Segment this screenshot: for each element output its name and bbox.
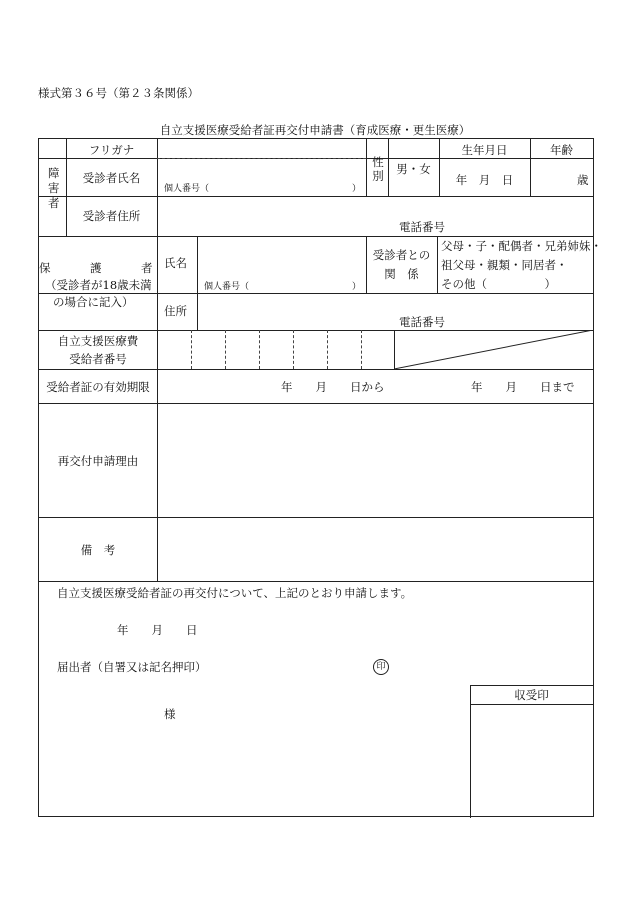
patient-my-number-close: ） <box>352 184 362 194</box>
col-line-guardian-name <box>197 236 198 330</box>
furigana-dashed-line <box>157 158 366 159</box>
age-unit: 歳 <box>577 173 589 187</box>
honorific-sama: 様 <box>164 707 176 721</box>
sex-label: 性別 <box>372 155 384 183</box>
document-title: 自立支援医療受給者証再交付申請書（育成医療・更生医療） <box>159 123 471 137</box>
application-date: 年 月 日 <box>117 623 198 637</box>
patient-name-label: 受診者氏名 <box>82 171 141 185</box>
declaration-text: 自立支援医療受給者証の再交付について、上記のとおり申請します。 <box>57 586 413 600</box>
relation-label-line2: 関 係 <box>384 267 419 281</box>
seal-mark: 印 <box>373 659 389 675</box>
number-box-divider <box>327 330 328 369</box>
patient-address-label: 受診者住所 <box>82 209 141 223</box>
number-box-divider <box>225 330 226 369</box>
relation-options-line1: 父母・子・配偶者・兄弟姉妹・ <box>441 239 602 253</box>
col-line-lower-labels <box>157 369 158 581</box>
relation-label-line1: 受診者との <box>372 248 431 262</box>
guardian-address-label: 住所 <box>164 304 187 318</box>
guardian-my-number-close: ） <box>352 282 362 292</box>
relation-options-line2: 祖父母・親類・同居者・ <box>441 258 568 272</box>
col-line-relation-left <box>366 236 367 293</box>
application-form-table <box>38 138 602 817</box>
reissue-reason-label: 再交付申請理由 <box>57 454 139 468</box>
col-line-sex-left <box>366 139 367 196</box>
applicant-label: 届出者（自署又は記名押印） <box>57 660 207 674</box>
row-line-recipient-number <box>39 369 593 370</box>
remarks-label: 備 考 <box>80 543 116 557</box>
row-line-patient-sub <box>66 196 157 197</box>
number-box-divider <box>361 330 362 369</box>
patient-phone-label: 電話番号 <box>399 220 445 234</box>
row-line-validity <box>39 403 593 404</box>
number-box-divider <box>293 330 294 369</box>
patient-section-label: 障害者 <box>48 166 60 210</box>
guardian-my-number-label: 個人番号（ <box>204 282 250 292</box>
col-line-relation-right <box>437 236 438 293</box>
recipient-number-label-line1: 自立支援医療費 <box>57 334 139 348</box>
patient-my-number-label: 個人番号（ <box>164 184 210 194</box>
recipient-number-label-line2: 受給者番号 <box>69 352 127 366</box>
validity-label: 受給者証の有効期限 <box>46 380 150 394</box>
furigana-label: フリガナ <box>88 143 135 157</box>
number-box-divider <box>191 330 192 369</box>
form-id: 様式第３６号（第２３条関係） <box>38 86 199 100</box>
guardian-name-label: 氏名 <box>164 256 187 270</box>
guardian-label: 保 護 者 <box>39 261 167 275</box>
sex-options: 男・女 <box>396 162 431 176</box>
row-line-reason <box>39 517 593 518</box>
col-line-patient-labels <box>157 139 158 236</box>
birth-date-label: 生年月日 <box>461 143 508 157</box>
validity-to: 年 月 日まで <box>471 380 575 394</box>
age-label: 年齢 <box>550 143 573 157</box>
row-line-remarks <box>39 581 593 582</box>
number-box-divider <box>259 330 260 369</box>
guardian-phone-label: 電話番号 <box>399 315 445 329</box>
guardian-note-line2: の場合に記入） <box>53 295 134 309</box>
row-line-patient-address <box>39 236 593 237</box>
reception-stamp-header-line <box>470 704 593 705</box>
unused-area-diagonal <box>394 330 593 369</box>
relation-options-line3: その他（ ） <box>441 277 556 291</box>
guardian-note-line1: （受診者が18歳未満 <box>45 278 152 292</box>
col-line-guardian-labels <box>157 236 158 369</box>
birth-date-value: 年 月 日 <box>455 173 514 187</box>
validity-from: 年 月 日から <box>281 380 385 394</box>
reception-stamp-label: 収受印 <box>514 688 549 702</box>
